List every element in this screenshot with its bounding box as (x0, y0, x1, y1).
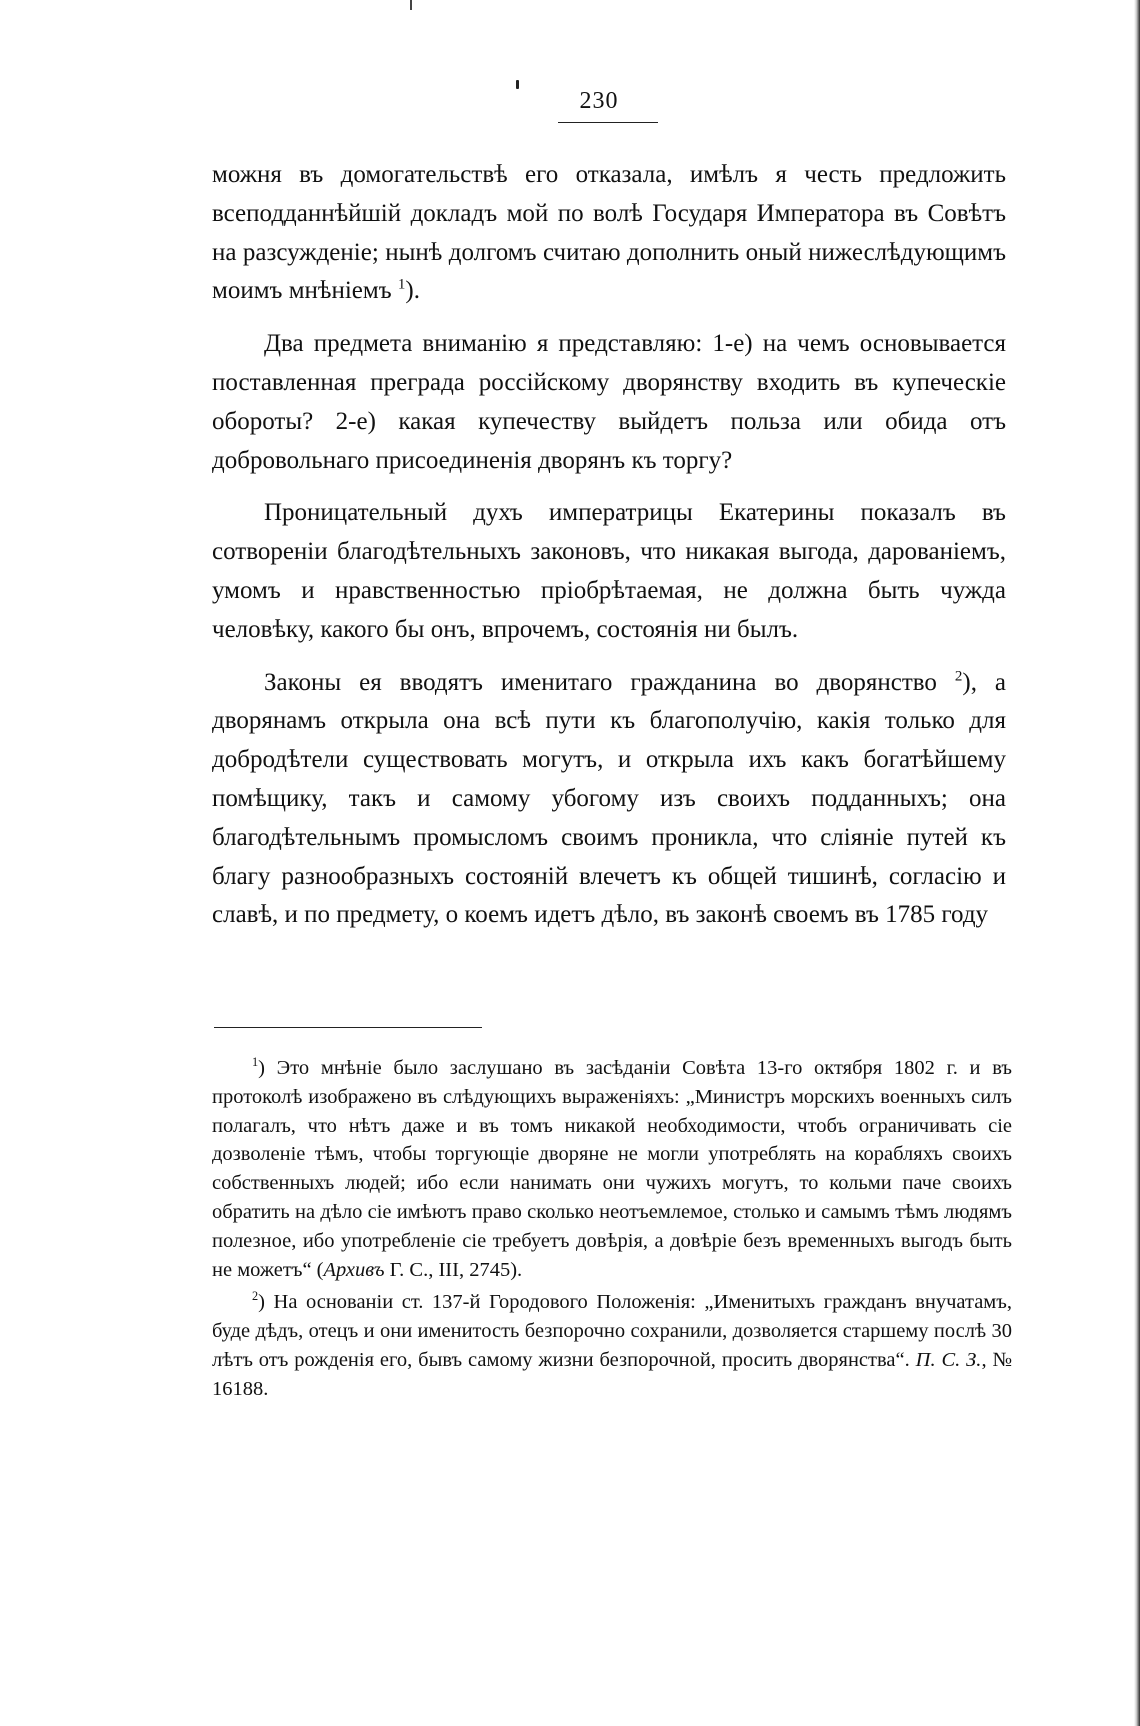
paragraph-4-after: ), а дворянамъ открыла она всѣ пути къ благополучію, какія только для добродѣтели существовать могутъ, и открыла ихъ какъ богатѣйшему помѣщику, такъ и самому убогому изъ своихъ подданныхъ; она благодѣтельнымъ промысломъ своимъ проникла, что сліяніе путей къ благу разнообразныхъ состояній влечетъ къ общей тишинѣ, согласію и славѣ, и по предмету, о коемъ идетъ дѣло, въ законѣ своемъ въ 1785 году (212, 668, 1007, 929)
footnote-2-text: ) На основаніи ст. 137-й Городового Положенія: „Именитыхъ гражданъ внучатамъ, буде дѣдъ, отецъ и они именитость безпорочно сохранили, дозволяется старшему послѣ 30 лѣтъ отъ рожденія его, бывъ самому жизни безпорочной, просить дворянства“. (212, 1291, 1012, 1371)
scan-artifact-top-mark (410, 0, 412, 10)
footnote-2-source-rest: , № 16188. (212, 1348, 1013, 1400)
footnote-1 (212, 1054, 1012, 1284)
footnote-2 (212, 1288, 1012, 1403)
page-number: 230 (579, 88, 619, 114)
paragraph-4 (212, 664, 1006, 936)
paragraph-2: Два предмета вниманію я представляю: 1-е) на чемъ основывается поставленная преграда россійскому дворянству входить въ купеческіе обороты? 2-е) какая купечеству выйдетъ польза или обида отъ добровольнаго присоединенія дворянъ къ торгу? (212, 330, 1006, 474)
footnote-1-source-rest: Г. С., III, 2745). (384, 1258, 523, 1281)
page-number-rule (558, 122, 658, 123)
footnote-1-text: ) Это мнѣніе было заслушано въ засѣданіи Совѣта 13-го октября 1802 г. и въ протоколѣ изображено въ слѣдующихъ выраженіяхъ: „Министръ морскихъ военныхъ силъ полагалъ, что нѣтъ даже и въ томъ никакой необходимости, чтобъ ограничивать сіе дозволеніе тѣмъ, чтобы торгующіе дворяне не могли употреблять на корабляхъ своихъ собственныхъ людей; ибо если нанимать они чужихъ могутъ, то кольми паче своихъ обратить на дѣло сіе имѣютъ право сколько неотъемлемое, столько и самымъ тѣмъ людямъ полезное, ибо употребленіе сіе требуетъ довѣрія, а довѣріе безъ временныхъ выгодъ быть не можетъ“ ( (212, 1057, 1012, 1281)
footnote-1-source-italic: Архивъ (323, 1258, 385, 1281)
footnotes (212, 1054, 1012, 1404)
paragraph-1 (212, 156, 1006, 311)
footnote-separator (214, 1027, 482, 1028)
scan-page-edge (1134, 0, 1140, 1726)
paragraph-4-before: Законы ея вводятъ именитаго гражданина во дворянство (264, 668, 937, 696)
footnote-ref-1: 1 (397, 277, 406, 294)
footnote-ref-2: 2 (954, 668, 963, 685)
main-text (212, 156, 1006, 935)
footnote-2-marker: 2 (252, 1289, 259, 1304)
scan-artifact-dot (516, 80, 519, 89)
paragraph-1-tail: ). (405, 277, 420, 305)
paragraph-1-text: можня въ домогательствѣ его отказала, имѣлъ я честь предложить всеподданнѣйшій докладъ мой по волѣ Государя Императора въ Совѣтъ на разсужденіе; нынѣ долгомъ считаю дополнить оный нижеслѣдующимъ моимъ мнѣніемъ (212, 161, 1006, 305)
paragraph-3: Проницательный духъ императрицы Екатерины показалъ въ сотвореніи благодѣтельныхъ законовъ, что никакая выгода, дарованіемъ, умомъ и нравственностью пріобрѣтаемая, не должна быть чужда человѣку, какого бы онъ, впрочемъ, состоянія ни былъ. (212, 499, 1006, 643)
footnote-1-marker: 1 (252, 1055, 259, 1070)
footnote-2-source-italic: П. С. З. (915, 1348, 982, 1371)
